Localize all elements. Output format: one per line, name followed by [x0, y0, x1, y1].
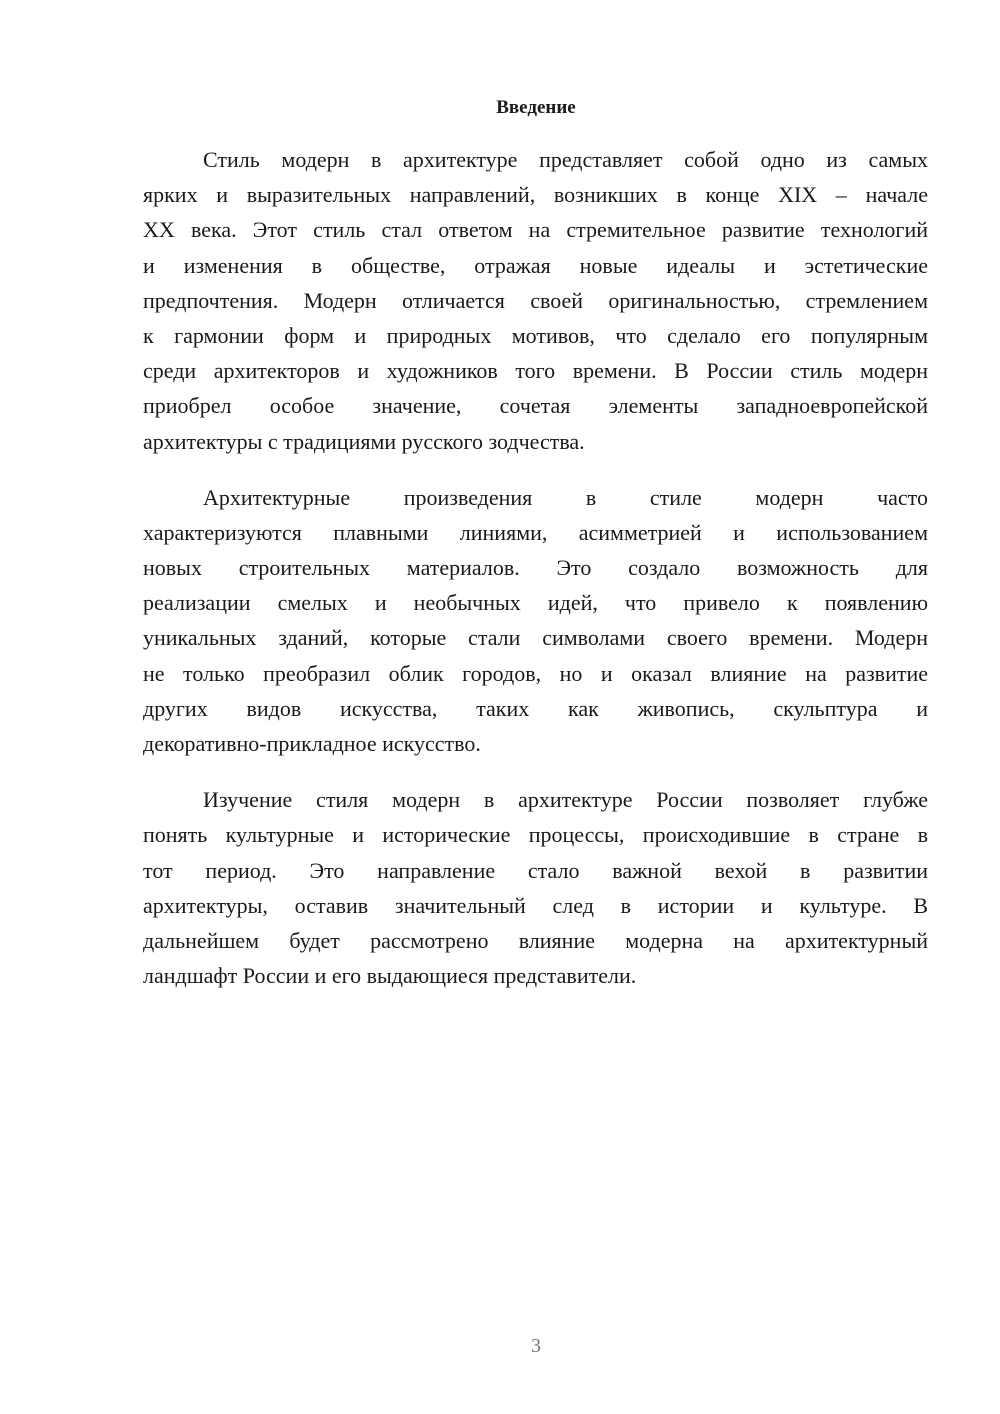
text-line: приобрел особое значение, сочетая элементы западноевропейской — [143, 393, 928, 419]
document-body — [143, 142, 928, 1014]
text-line: к гармонии форм и природных мотивов, что сделало его популярным — [143, 322, 928, 348]
text-line: новых строительных материалов. Это создало возможность для — [143, 555, 928, 581]
text-line: Стиль модерн в архитектуре представляет собой одно из самых — [203, 147, 928, 172]
text-line: характеризуются плавными линиями, асимметрией и использованием — [143, 519, 928, 545]
text-line: дальнейшем будет рассмотрено влияние модерна на архитектурный — [143, 927, 928, 953]
text-line: ландшафт России и его выдающиеся представители. — [143, 963, 637, 989]
text-line: других видов искусства, таких как живопись, скульптура и — [143, 695, 928, 721]
text-line: ярких и выразительных направлений, возникших в конце XIX – начале — [143, 182, 928, 208]
paragraph — [143, 480, 928, 762]
section-title: Введение — [496, 97, 576, 118]
text-line: уникальных зданий, которые стали символами своего времени. Модерн — [143, 625, 928, 651]
text-line: Изучение стиля модерн в архитектуре России позволяет глубже — [203, 787, 928, 813]
text-line: тот период. Это направление стало важной вехой в развитии — [143, 857, 928, 883]
text-line: декоративно-прикладное искусство. — [143, 731, 481, 756]
paragraph — [143, 142, 928, 459]
text-line: предпочтения. Модерн отличается своей оригинальностью, стремлением — [143, 287, 928, 313]
text-line: среди архитекторов и художников того времени. В России стиль модерн — [143, 358, 928, 384]
text-line: архитектуры с традициями русского зодчества. — [143, 428, 585, 454]
text-line: и изменения в обществе, отражая новые идеалы и эстетические — [143, 252, 928, 278]
page-number: 3 — [531, 1335, 541, 1357]
text-line: понять культурные и исторические процессы, происходившие в стране в — [143, 822, 928, 848]
text-line: архитектуры, оставив значительный след в истории и культуре. В — [143, 892, 928, 918]
text-line: не только преобразил облик городов, но и оказал влияние на развитие — [143, 660, 928, 686]
paragraph — [143, 782, 928, 993]
text-line: XX века. Этот стиль стал ответом на стремительное развитие технологий — [143, 217, 928, 243]
text-line: Архитектурные произведения в стиле модерн часто — [203, 484, 928, 510]
text-line: реализации смелых и необычных идей, что привело к появлению — [143, 590, 928, 616]
